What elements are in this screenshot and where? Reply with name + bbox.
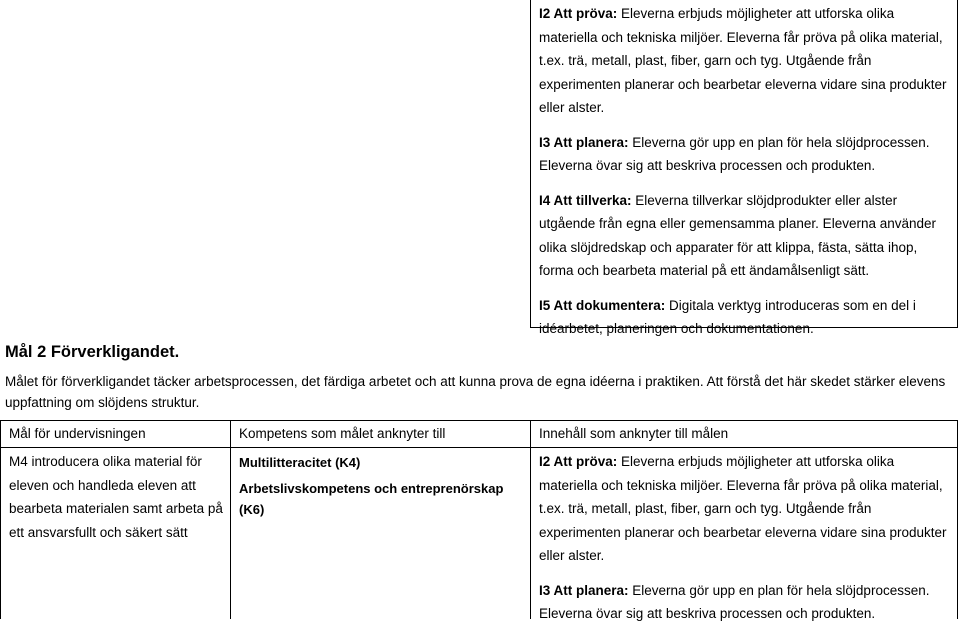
row-content-i3-label: I3 Att planera: xyxy=(539,582,629,598)
table-header-goal: Mål för undervisningen xyxy=(9,426,146,441)
top-content-cell xyxy=(539,2,951,341)
table-header-divider xyxy=(0,447,958,448)
row-content-i3 xyxy=(539,579,951,626)
row-content-i2 xyxy=(539,450,951,568)
competence-k6: Arbetslivskompetens och entreprenörskap (K6) xyxy=(239,481,504,517)
row-content-i2-text: Eleverna erbjuds möjligheter att utforska olika materiella och tekniska miljöer. Eleverna får pröva på olika material, t.ex. trä, metall, plast, fiber, garn och tyg. Utgående från experimenten planerar och bearbetar eleverna vidare sina produkter eller alster. xyxy=(539,454,947,563)
content-i5 xyxy=(539,294,951,341)
content-i3-text: Eleverna gör upp en plan för hela slöjdprocessen. Eleverna övar sig att beskriva processen och produkten. xyxy=(539,134,930,173)
table-cell-competence xyxy=(239,450,524,520)
row-content-i3-text: Eleverna gör upp en plan för hela slöjdprocessen. Eleverna övar sig att beskriva processen och produkten. xyxy=(539,582,930,621)
goal-heading: Mål 2 Förverkligandet. xyxy=(5,343,180,361)
table-right-border xyxy=(957,420,958,619)
row-content-i2-label: I2 Att pröva: xyxy=(539,454,618,469)
content-i5-label: I5 Att dokumentera: xyxy=(539,297,666,313)
top-cell-right-border xyxy=(957,0,958,328)
table-header-content: Innehåll som anknyter till målen xyxy=(539,426,729,441)
table-cell-goal-m4: M4 introducera olika material för eleven och handleda eleven att bearbeta materialen samt arbeta på ett ansvarsfullt och säkert sätt xyxy=(9,454,223,540)
table-left-border xyxy=(0,420,1,619)
content-i3-label: I3 Att planera: xyxy=(539,134,629,150)
goal-description: Målet för förverkligandet täcker arbetsprocessen, det färdiga arbetet och att kunna prova de egna idéerna i praktiken. Att förstå det här skedet stärker elevens uppfattning om slöjdens struktur. xyxy=(5,374,946,410)
content-i2-label: I2 Att pröva: xyxy=(539,6,618,21)
content-i3 xyxy=(539,131,951,178)
content-i2 xyxy=(539,2,951,120)
table-header-competence: Kompetens som målet anknyter till xyxy=(239,426,446,441)
table-col-divider-1 xyxy=(230,420,231,619)
content-i4 xyxy=(539,189,951,283)
content-i4-text: Eleverna tillverkar slöjdprodukter eller alster utgående från egna eller gemensamma planer. Eleverna använder olika slöjdredskap och apparater för att klippa, fästa, sätta ihop, forma och bearbeta material på ett ändamålsenligt sätt. xyxy=(539,192,937,278)
content-i4-label: I4 Att tillverka: xyxy=(539,192,632,208)
table-col-divider-2 xyxy=(530,420,531,619)
table-top-border xyxy=(0,420,958,421)
table-cell-content xyxy=(539,450,951,626)
content-i5-text: Digitala verktyg introduceras som en del i idéarbetet, planeringen och dokumentationen. xyxy=(539,297,916,336)
competence-k4: Multilitteracitet (K4) xyxy=(239,455,361,470)
top-cell-left-border xyxy=(530,0,531,328)
content-i2-text: Eleverna erbjuds möjligheter att utforska olika materiella och tekniska miljöer. Eleverna får pröva på olika material, t.ex. trä, metall, plast, fiber, garn och tyg. Utgående från experimenten planerar och bearbetar eleverna vidare sina produkter eller alster. xyxy=(539,6,947,115)
